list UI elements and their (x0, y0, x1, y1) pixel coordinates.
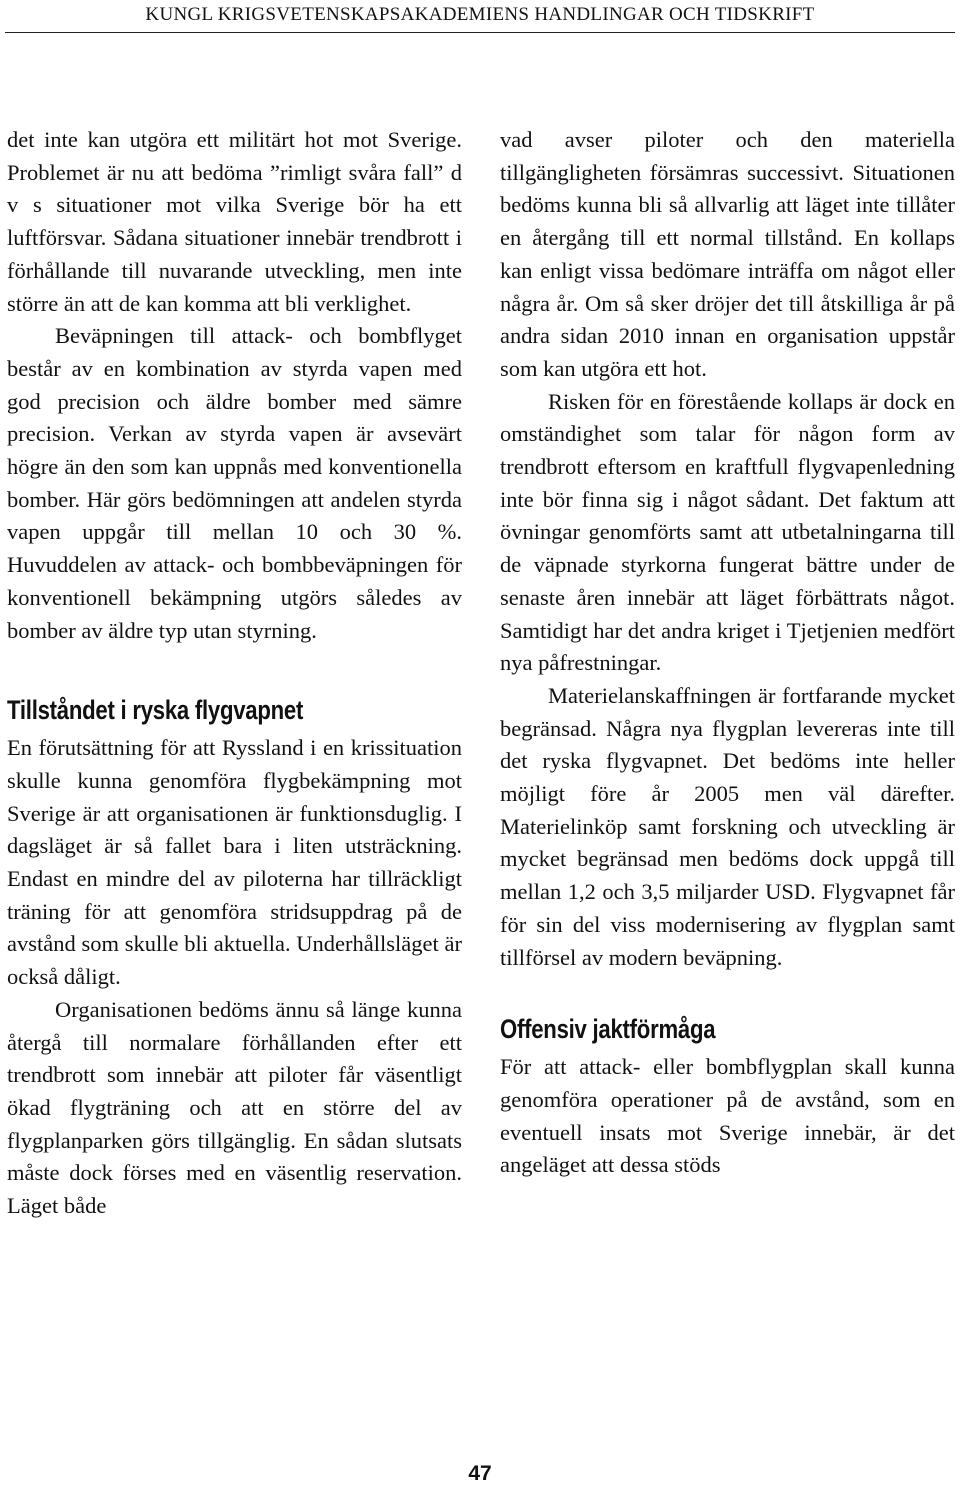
running-header: KUNGL KRIGSVETENSKAPSAKADEMIENS HANDLINGAR OCH TIDSKRIFT (145, 4, 815, 25)
page-number: 47 (468, 1462, 492, 1485)
paragraph: Materielanskaffningen är fortfarande mycket begränsad. Några nya flygplan levereras inte till det ryska flygvapnet. Det bedöms inte heller möjligt före år 2005 men väl därefter. Materielinköp samt forskning och utveckling är mycket begränsad men bedöms dock uppgå till mellan 1,2 och 3,5 miljarder USD. Flygvapnet får för sin del viss modernisering av flygplan samt tillförsel av modern beväpning. (500, 682, 955, 970)
section-heading: Tillståndet i ryska flygvapnet (7, 695, 304, 726)
header-rule (5, 32, 955, 33)
right-column (500, 124, 955, 1182)
paragraph: Risken för en förestående kollaps är dock en omständighet som talar för någon form av trendbrott eftersom en kraftfull flygvapenledning inte bör finna sig i något sådant. Det faktum att övningar genomförts samt att utbetalningarna till de väpnade styrkorna fungerat bättre under de senaste åren innebär att läget förbättrats något. Samtidigt har det andra kriget i Tjetjenien medfört nya påfrestningar. (500, 388, 955, 676)
section-heading: Offensiv jaktförmåga (500, 1014, 716, 1045)
paragraph: vad avser piloter och den materiella tillgängligheten försämras successivt. Situationen bedöms kunna bli så allvarlig att läget inte tillåter en återgång till ett normal tillstånd. En kollaps kan enligt vissa bedömare inträffa om något eller några år. Om så sker dröjer det till åtskilliga år på andra sidan 2010 innan en organisation uppstår som kan utgöra ett hot. (500, 127, 955, 381)
paragraph: Organisationen bedöms ännu så länge kunna återgå till normalare förhållanden efter ett trendbrott som innebär att piloter får väsentligt ökad flygträning och att en större del av flygplanparken görs tillgänglig. En sådan slutsats måste dock förses med en väsentlig reservation. Läget både (7, 996, 462, 1219)
left-column (7, 124, 462, 1223)
paragraph: För att attack- eller bombflygplan skall kunna genomföra operationer på de avstånd, som en eventuell insats mot Sverige innebär, är det angeläget att dessa stöds (500, 1054, 955, 1178)
paragraph: Beväpningen till attack- och bombflyget består av en kombination av styrda vapen med god precision och äldre bomber med sämre precision. Verkan av styrda vapen är avsevärt högre än den som kan uppnås med konventionella bomber. Här görs bedömningen att andelen styrda vapen uppgår till mellan 10 och 30 %. Huvuddelen av attack- och bombbeväpningen för konventionell bekämpning utgörs således av bomber av äldre typ utan styrning. (7, 323, 462, 643)
paragraph: det inte kan utgöra ett militärt hot mot Sverige. Problemet är nu att bedöma ”rimligt svåra fall” d v s situationer mot vilka Sverige bör ha ett luftförsvar. Sådana situationer innebär trendbrott i förhållande till nuvarande utveckling, men inte större än att de kan komma att bli verklighet. (7, 127, 462, 316)
paragraph: En förutsättning för att Ryssland i en krissituation skulle kunna genomföra flygbekämpning mot Sverige är att organisationen är funktionsduglig. I dagsläget är så fallet bara i liten utsträckning. Endast en mindre del av piloterna har tillräckligt träning för att genomföra stridsuppdrag på de avstånd som skulle bli aktuella. Underhållsläget är också dåligt. (7, 735, 462, 990)
